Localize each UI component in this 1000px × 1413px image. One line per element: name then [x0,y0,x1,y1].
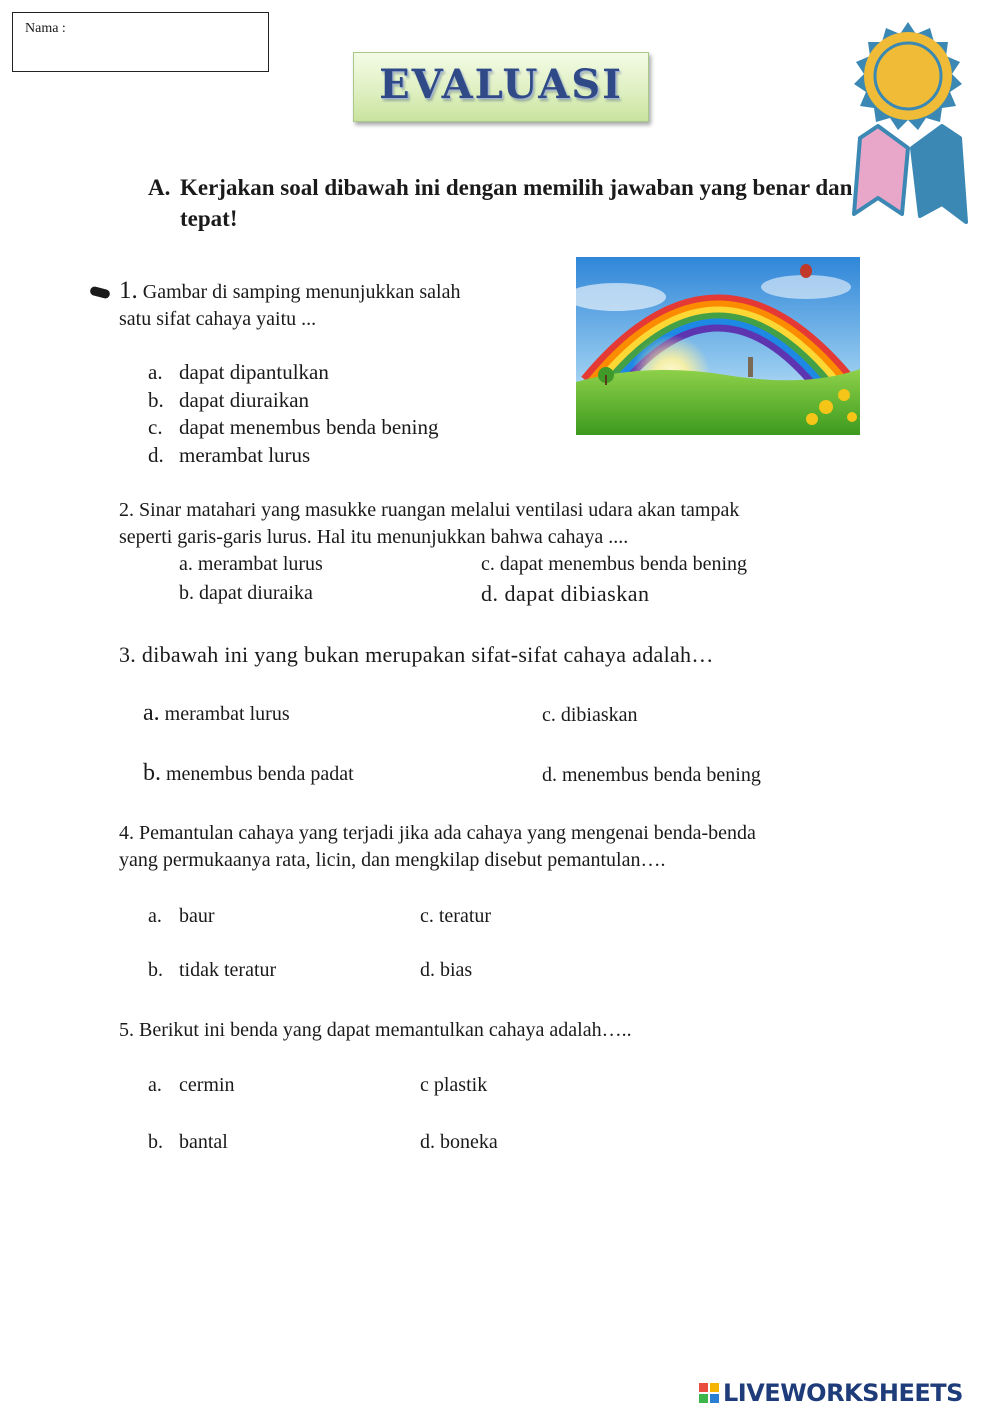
q3-option-b-letter: b. [143,760,161,786]
q2-option-d[interactable]: d. dapat dibiaskan [481,581,650,606]
q1-option-b-text: dapat diuraikan [179,387,310,412]
q3-option-a-letter: a. [143,700,160,726]
section-instruction-text: Kerjakan soal dibawah ini dengan memilih jawaban yang benar dan tepat! [180,175,853,231]
name-field[interactable] [12,12,269,72]
brand-name: LIVEWORKSHEETS [723,1379,963,1407]
question-2-text-line2: seperti garis-garis lurus. Hal itu menunjukkan bahwa cahaya .... [119,526,629,548]
section-a-instruction [148,172,888,234]
q2-option-a[interactable]: a. merambat lurus [179,553,323,575]
q4-option-b-text: tidak teratur [179,959,277,981]
q5-option-d[interactable]: d. boneka [420,1131,498,1153]
q1-option-a-letter: a. [148,360,163,384]
q1-option-a[interactable] [148,359,568,387]
logo-grid-icon [698,1382,720,1404]
q5-option-b[interactable] [148,1131,228,1154]
logo-square-w2 [699,1394,708,1403]
q5-option-c[interactable]: c plastik [420,1074,488,1096]
q1-option-d-letter: d. [148,442,164,467]
q1-option-d-text: merambat lurus [179,442,311,467]
q4-option-b[interactable] [148,959,276,982]
q5-option-a-text: cermin [179,1074,235,1096]
q1-option-a-text: dapat dipantulkan [179,360,329,384]
q5-option-a-letter: a. [148,1074,162,1096]
q5-option-b-text: bantal [179,1131,228,1153]
question-1 [119,277,559,333]
q4-option-a-letter: a. [148,905,162,927]
page-title: EVALUASI [379,61,623,108]
q4-option-b-letter: b. [148,959,163,981]
q1-option-c-letter: c. [148,415,163,439]
logo-square-l [699,1383,708,1392]
q4-option-d[interactable]: d. bias [420,959,473,981]
title-banner [353,52,649,122]
q1-option-d[interactable] [148,442,568,470]
q1-option-c[interactable] [148,414,568,442]
q5-option-a[interactable] [148,1074,235,1097]
pen-mark [89,286,111,300]
q2-option-b[interactable]: b. dapat diuraika [179,582,313,604]
q3-option-b[interactable] [143,760,354,787]
q3-option-a[interactable] [143,700,290,727]
question-1-text-line1: Gambar di samping menunjukkan salah [142,281,461,303]
q1-option-b-letter: b. [148,387,164,412]
section-letter: A. [148,175,171,200]
rainbow-image [576,257,860,435]
question-4 [119,820,939,874]
logo-square-w [710,1383,719,1392]
q4-option-a[interactable] [148,905,215,928]
q3-option-d[interactable]: d. menembus benda bening [542,764,761,786]
question-4-text-line2: yang permukaanya rata, licin, dan mengkilap disebut pemantulan…. [119,849,666,871]
q1-option-b[interactable] [148,387,568,415]
question-2-text-line1: 2. Sinar matahari yang masukke ruangan melalui ventilasi udara akan tampak [119,499,740,521]
q3-option-a-text: merambat lurus [164,703,290,725]
liveworksheets-logo[interactable] [698,1378,963,1408]
logo-square-s [710,1394,719,1403]
question-2 [119,497,939,551]
question-1-options [148,359,568,469]
q4-option-a-text: baur [179,905,215,927]
q5-option-b-letter: b. [148,1131,163,1153]
question-1-text-line2: satu sifat cahaya yaitu ... [119,308,317,330]
q3-option-b-text: menembus benda padat [166,763,354,785]
q1-option-c-text: dapat menembus benda bening [179,415,439,439]
question-5-text: 5. Berikut ini benda yang dapat memantulkan cahaya adalah….. [119,1019,632,1041]
question-1-number: 1. [119,277,138,304]
name-label: Nama : [25,21,66,36]
q3-option-c[interactable]: c. dibiaskan [542,704,638,726]
question-3-text: 3. dibawah ini yang bukan merupakan sifat-sifat cahaya adalah… [119,642,714,667]
q4-option-c[interactable]: c. teratur [420,905,492,927]
question-4-text-line1: 4. Pemantulan cahaya yang terjadi jika ada cahaya yang mengenai benda-benda [119,822,756,844]
q2-option-c[interactable]: c. dapat menembus benda bening [481,553,748,575]
